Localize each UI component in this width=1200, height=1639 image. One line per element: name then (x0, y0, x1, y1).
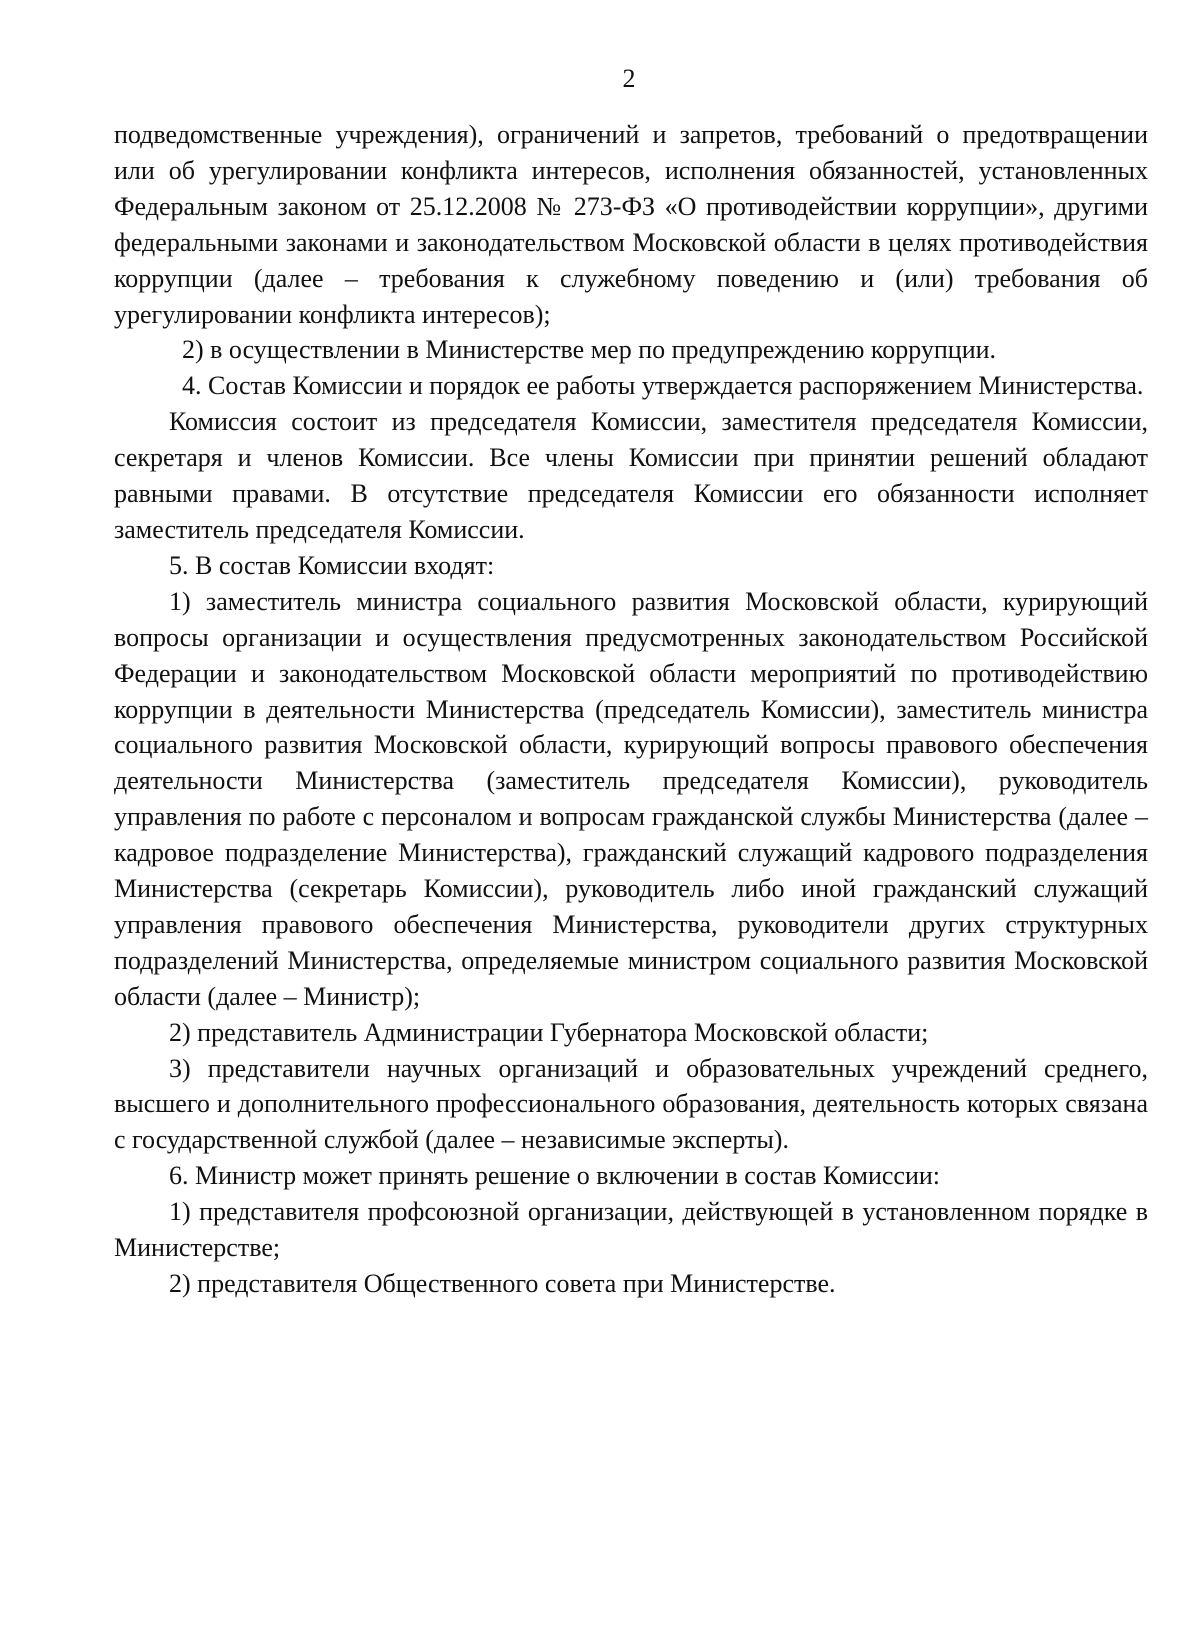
paragraph-6-heading: 6. Министр может принять решение о включении в состав Комиссии: (169, 1161, 941, 1191)
paragraph-5-heading: 5. В состав Комиссии входят: (169, 550, 495, 580)
paragraph-6-item-1: 1) представителя профсоюзной организации, действующей в установленном порядке в Министерстве; (114, 1197, 1148, 1263)
paragraph-commission-members: Комиссия состоит из председателя Комиссии, заместителя председателя Комиссии, секретаря и членов Комиссии. Все члены Комиссии при принятии решений обладают равными правами. В отсутствие председателя Комиссии его обязанности исполняет заместитель председателя Комиссии. (114, 407, 1148, 544)
document-body (114, 117, 1148, 1302)
paragraph-4-composition: 4. Состав Комиссии и порядок ее работы утверждается распоряжением Министерства. (182, 371, 1144, 401)
paragraph-item-2-prevention: 2) в осуществлении в Министерстве мер по предупреждению коррупции. (182, 335, 997, 365)
paragraph-5-item-1: 1) заместитель министра социального развития Московской области, курирующий вопросы организации и осуществления предусмотренных законодательством Российской Федерации и законодательством Московской области мероприятий по противодействию коррупции в деятельности Министерства (председатель Комиссии), заместитель министра социального развития Московской области, курирующий вопросы правового обеспечения деятельности Министерства (заместитель председателя Комиссии), руководитель управления по работе с персоналом и вопросам гражданской службы Министерства (далее – кадровое подразделение Министерства), гражданский служащий кадрового подразделения Министерства (секретарь Комиссии), руководитель либо иной гражданский служащий управления правового обеспечения Министерства, руководители других структурных подразделений Министерства, определяемые министром социального развития Московской области (далее – Министр); (114, 586, 1148, 1011)
page-number: 2 (622, 64, 636, 93)
paragraph-5-item-3: 3) представители научных организаций и образовательных учреждений среднего, высшего и дополнительного профессионального образования, деятельность которых связана с государственной службой (далее – независимые эксперты). (114, 1053, 1148, 1155)
paragraph-5-item-2: 2) представитель Администрации Губернатора Московской области; (169, 1017, 929, 1047)
paragraph-6-item-2: 2) представителя Общественного совета при Министерстве. (169, 1269, 836, 1298)
paragraph-requirements-continuation: подведомственные учреждения), ограничений и запретов, требований о предотвращении или об урегулировании конфликта интересов, исполнения обязанностей, установленных Федеральным законом от 25.12.2008 № 273-ФЗ «О противодействии коррупции», другими федеральными законами и законодательством Московской области в целях противодействия коррупции (далее – требования к служебному поведению и (или) требования об урегулировании конфликта интересов); (114, 120, 1148, 329)
